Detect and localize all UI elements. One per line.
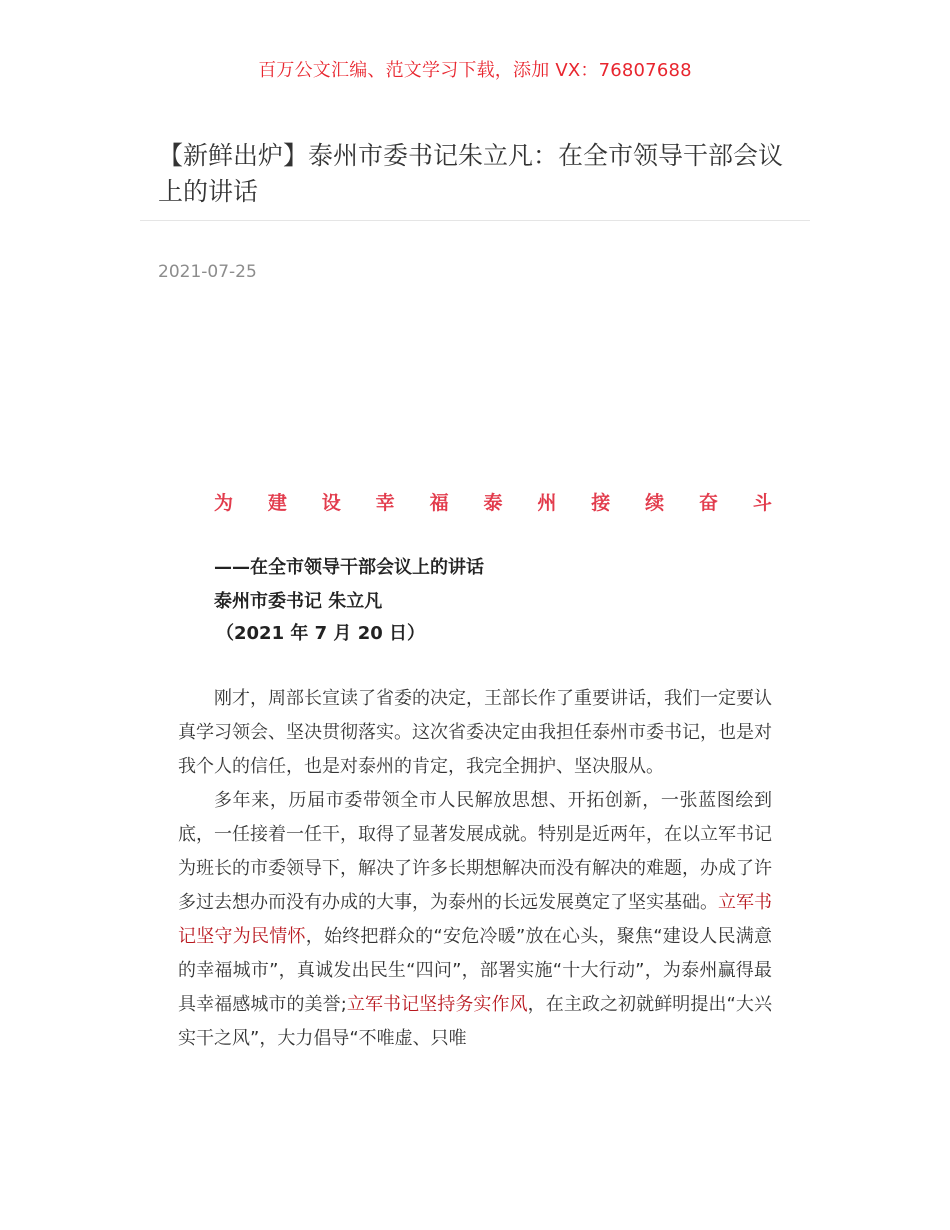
- speech-subtitle: ——在全市领导干部会议上的讲话: [214, 557, 484, 578]
- speech-date: （2021 年 7 月 20 日）: [216, 623, 426, 644]
- heading-char: 州: [537, 492, 557, 514]
- speech-heading: [214, 488, 772, 515]
- heading-char: 建: [267, 492, 287, 514]
- article-title: 【新鲜出炉】泰州市委书记朱立凡：在全市领导干部会议上的讲话: [158, 141, 784, 206]
- speech-body: [178, 682, 772, 1056]
- paragraph-text: ，在主政之初就鲜明提出“大兴实干之风”，大力倡导“不唯虚、只唯: [178, 994, 773, 1049]
- heading-char: 接: [591, 492, 611, 514]
- paragraph-1: 刚才，周部长宣读了省委的决定，王部长作了重要讲话，我们一定要认真学习领会、坚决贯彻落实。这次省委决定由我担任泰州市委书记，也是对我个人的信任，也是对泰州的肯定，我完全拥护、坚决服从。: [178, 688, 772, 777]
- watermark-banner: 百万公文汇编、范文学习下载，添加 VX：76807688: [258, 60, 692, 81]
- speech-author: 泰州市委书记 朱立凡: [214, 591, 383, 612]
- heading-char: 斗: [752, 492, 772, 514]
- heading-char: 为: [214, 492, 234, 514]
- paragraph-text: 多年来，历届市委带领全市人民解放思想、开拓创新，一张蓝图绘到底，一任接着一任干，取得了显著发展成就。特别是近两年，在以立军书记为班长的市委领导下，解决了许多长期想解决而没有解决的难题，办成了许多过去想办而没有办成的大事，为泰州的长远发展奠定了坚实基础。: [178, 790, 772, 913]
- heading-char: 设: [321, 492, 341, 514]
- heading-char: 续: [645, 492, 665, 514]
- highlight-text: 立军书记坚持务实作风: [346, 994, 528, 1015]
- publish-date: 2021-07-25: [158, 262, 257, 282]
- title-divider: [140, 220, 810, 221]
- heading-char: 幸: [375, 492, 395, 514]
- heading-char: 奋: [699, 492, 719, 514]
- highlight-text: 立军书记坚守为民情怀: [178, 892, 772, 947]
- heading-char: 福: [429, 492, 449, 514]
- paragraph-text: ，始终把群众的“安危冷暖”放在心头，聚焦“建设人民满意的幸福城市”，真诚发出民生“四问”，部署实施“十大行动”，为泰州赢得最具幸福感城市的美誉;: [178, 926, 772, 1015]
- paragraph-2: [178, 784, 772, 1056]
- heading-char: 泰: [483, 492, 503, 514]
